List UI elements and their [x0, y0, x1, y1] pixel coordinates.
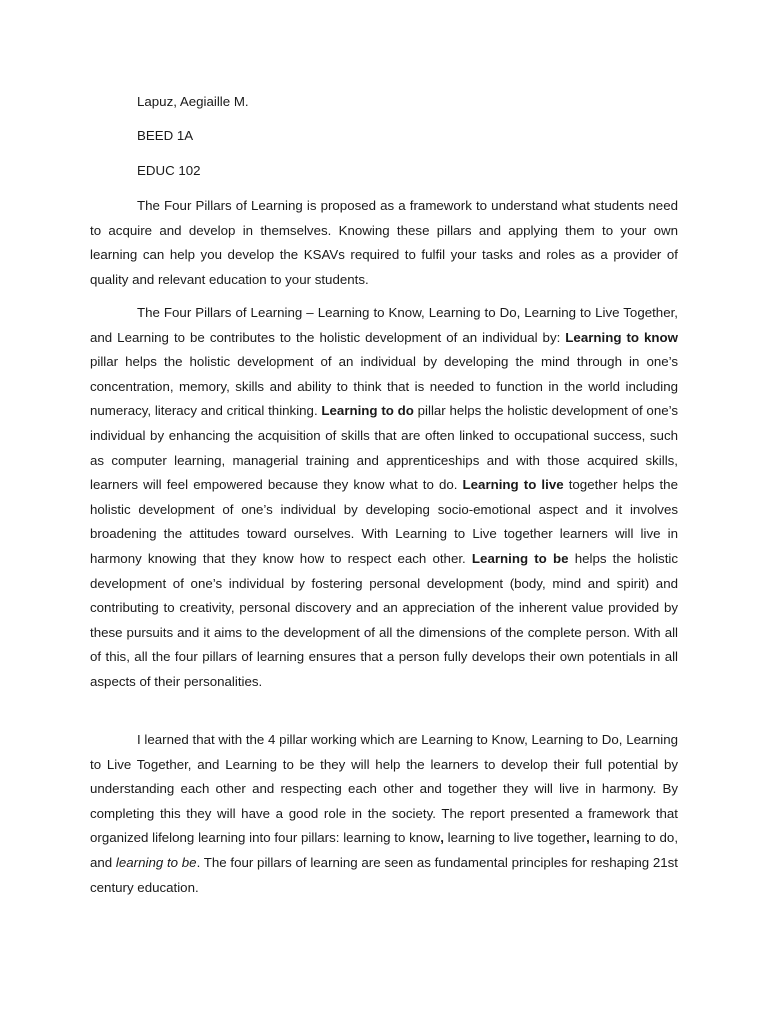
student-section: BEED 1A: [137, 128, 194, 143]
learning-to-do-label: Learning to do: [321, 403, 414, 419]
student-name: Lapuz, Aegiaille M.: [137, 94, 249, 109]
reflection-comma-1: ,: [440, 830, 444, 846]
course-code: EDUC 102: [137, 163, 201, 178]
reflection-text-c: learning to do, and: [90, 830, 679, 870]
learning-to-live-label: Learning to live: [462, 477, 564, 493]
paragraph-reflection: [90, 728, 678, 900]
learning-to-know-label: Learning to know: [565, 329, 678, 345]
learning-to-be-text: helps the holistic development of one’s individual by fostering personal development (body, mind and spirit) and contributing to creativity, personal discovery and an appreciation of the inherent value provided by these pursuits and it aims to the development of all the dimensions of the complete person. With all of this, all the four pillars of learning ensures that a person fully develops their own potentials in all aspects of their personalities.: [90, 550, 678, 689]
learning-to-live-text: together helps the holistic development of one’s individual by developing socio-emotional aspect and it involves broadening the attitudes toward ourselves. With Learning to Live together learners will live in harmony knowing that they know how to respect each other.: [90, 477, 678, 566]
reflection-comma-2: ,: [586, 830, 590, 846]
learning-to-know-text: pillar helps the holistic development of an individual by developing the mind through in one’s concentration, memory, skills and ability to think that is needed to function in the world including numeracy, literacy and critical thinking.: [90, 354, 678, 419]
learning-to-do-text: pillar helps the holistic development of one’s individual by enhancing the acquisition of skills that are often linked to occupational success, such as computer learning, managerial training and apprenticeships and with those acquired skills, learners will feel empowered because they know what to do.: [90, 403, 678, 493]
reflection-text-a: I learned that with the 4 pillar working which are Learning to Know, Learning to Do, Learning to Live Together, and Learning to be they will help the learners to develop their full potential by understanding each other and respecting each other and together they will live in harmony. By completing this they will have a good role in the society. The report presented a framework that organized lifelong learning into four pillars: learning to know: [90, 732, 678, 846]
paragraph-intro: The Four Pillars of Learning is proposed as a framework to understand what students need to acquire and develop in themselves. Knowing these pillars and applying them to your own learning can help you develop the KSAVs required to fulfil your tasks and roles as a provider of quality and relevant education to your students.: [90, 198, 678, 287]
reflection-text-b: learning to live together: [443, 830, 587, 846]
reflection-italic-learning-to-be: learning to be: [115, 854, 197, 870]
reflection-text-d: . The four pillars of learning are seen as fundamental principles for reshaping 21st century education.: [90, 854, 678, 895]
learning-to-be-label: Learning to be: [471, 550, 569, 566]
pillars-intro-text: The Four Pillars of Learning – Learning to Know, Learning to Do, Learning to Live Together, and Learning to be contributes to the holistic development of an individual by:: [90, 305, 678, 345]
paragraph-pillars: [90, 301, 678, 695]
